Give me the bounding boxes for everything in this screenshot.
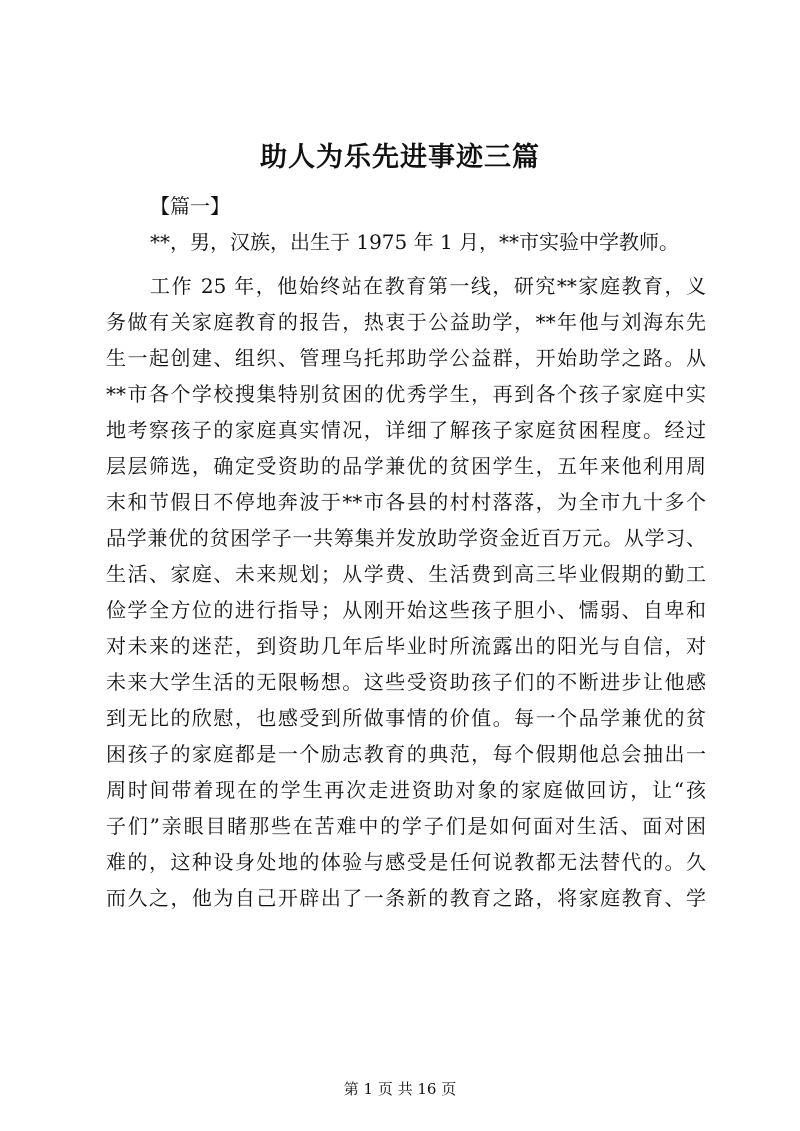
paragraph-line: 层层筛选，确定受资助的品学兼优的贫困学生，五年来他利用周 <box>106 454 706 478</box>
paragraph-1 <box>106 224 706 260</box>
paragraph-2 <box>106 268 706 916</box>
paragraph-line: **市各个学校搜集特别贫困的优秀学生，再到各个孩子家庭中实 <box>106 382 706 406</box>
page-footer: 第 1 页 共 16 页 <box>343 1080 457 1098</box>
paragraph-line: 未来大学生活的无限畅想。这些受资助孩子们的不断进步让他感 <box>106 670 706 694</box>
paragraph-line: 到无比的欣慰，也感受到所做事情的价值。每一个品学兼优的贫 <box>106 706 706 730</box>
paragraph-line: 俭学全方位的进行指导；从刚开始这些孩子胆小、懦弱、自卑和 <box>106 598 706 622</box>
section-label: 【篇一】 <box>150 194 230 218</box>
paragraph-line: 生活、家庭、未来规划；从学费、生活费到高三毕业假期的勤工 <box>106 562 706 586</box>
document-title: 助人为乐先进事迹三篇 <box>260 142 540 173</box>
paragraph-line: 务做有关家庭教育的报告，热衷于公益助学，**年他与刘海东先 <box>106 310 706 334</box>
paragraph-line: 困孩子的家庭都是一个励志教育的典范，每个假期他总会抽出一 <box>106 742 706 766</box>
paragraph-line: 周时间带着现在的学生再次走进资助对象的家庭做回访，让“孩 <box>106 778 706 802</box>
paragraph-line: 而久之，他为自己开辟出了一条新的教育之路，将家庭教育、学 <box>106 886 706 910</box>
paragraph-line: 品学兼优的贫困学子一共筹集并发放助学资金近百万元。从学习、 <box>106 526 706 550</box>
paragraph-line: 难的，这种设身处地的体验与感受是任何说教都无法替代的。久 <box>106 850 706 874</box>
paragraph-line: 对未来的迷茫，到资助几年后毕业时所流露出的阳光与自信，对 <box>106 634 706 658</box>
paragraph-line: 子们”亲眼目睹那些在苦难中的学子们是如何面对生活、面对困 <box>106 814 706 838</box>
paragraph-line: **，男，汉族，出生于 1975 年 1 月，**市实验中学教师。 <box>150 230 680 254</box>
paragraph-line: 地考察孩子的家庭真实情况，详细了解孩子家庭贫困程度。经过 <box>106 418 706 442</box>
paragraph-line: 生一起创建、组织、管理乌托邦助学公益群，开始助学之路。从 <box>106 346 706 370</box>
paragraph-line: 工作 25 年，他始终站在教育第一线，研究**家庭教育，义 <box>150 274 706 298</box>
paragraph-line: 末和节假日不停地奔波于**市各县的村村落落，为全市九十多个 <box>106 490 706 514</box>
